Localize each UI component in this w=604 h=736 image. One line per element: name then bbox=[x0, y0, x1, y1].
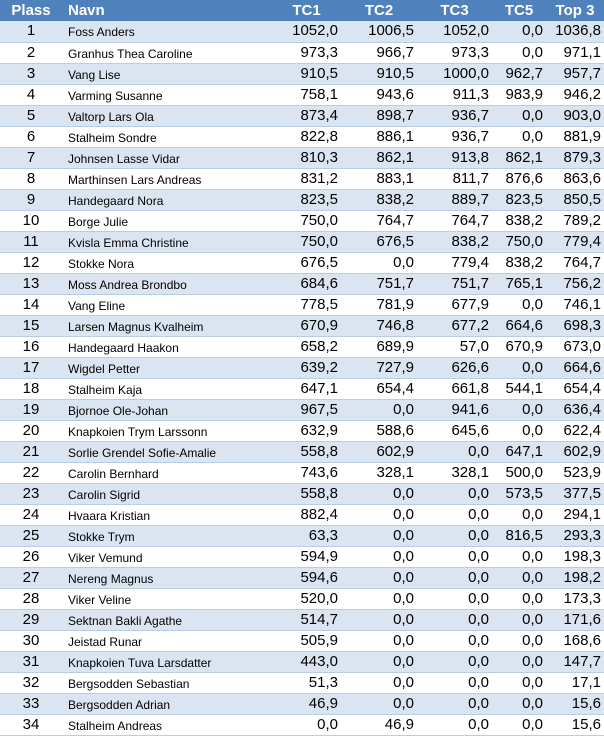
header-navn: Navn bbox=[68, 2, 105, 19]
table-row bbox=[0, 84, 604, 105]
cell-tc5: 0,0 bbox=[492, 126, 546, 147]
table-row bbox=[0, 189, 604, 210]
cell-plass: 20 bbox=[0, 420, 62, 441]
cell-navn: Valtorp Lars Ola bbox=[62, 105, 272, 126]
cell-tc1: 882,4 bbox=[272, 504, 341, 525]
cell-navn: Wigdel Petter bbox=[62, 357, 272, 378]
cell-navn: Stokke Nora bbox=[62, 252, 272, 273]
cell-top3: 15,6 bbox=[546, 714, 604, 735]
cell-navn: Handegaard Nora bbox=[62, 189, 272, 210]
cell-navn: Stalheim Andreas bbox=[62, 714, 272, 735]
cell-tc1: 910,5 bbox=[272, 63, 341, 84]
table-row bbox=[0, 231, 604, 252]
cell-tc5: 500,0 bbox=[492, 462, 546, 483]
cell-navn: Stalheim Sondre bbox=[62, 126, 272, 147]
table-row bbox=[0, 588, 604, 609]
cell-top3: 654,4 bbox=[546, 378, 604, 399]
cell-tc2: 0,0 bbox=[341, 651, 417, 672]
cell-tc3: 936,7 bbox=[417, 105, 492, 126]
cell-tc3: 0,0 bbox=[417, 672, 492, 693]
cell-tc5: 962,7 bbox=[492, 63, 546, 84]
table-row bbox=[0, 441, 604, 462]
cell-tc3: 779,4 bbox=[417, 252, 492, 273]
cell-top3: 171,6 bbox=[546, 609, 604, 630]
cell-tc1: 443,0 bbox=[272, 651, 341, 672]
cell-plass: 25 bbox=[0, 525, 62, 546]
cell-tc3: 838,2 bbox=[417, 231, 492, 252]
cell-tc2: 1006,5 bbox=[341, 21, 417, 42]
cell-tc3: 0,0 bbox=[417, 546, 492, 567]
cell-tc2: 883,1 bbox=[341, 168, 417, 189]
cell-tc3: 0,0 bbox=[417, 567, 492, 588]
table-row bbox=[0, 567, 604, 588]
cell-tc2: 0,0 bbox=[341, 546, 417, 567]
cell-plass: 22 bbox=[0, 462, 62, 483]
cell-tc5: 0,0 bbox=[492, 21, 546, 42]
cell-tc3: 0,0 bbox=[417, 630, 492, 651]
cell-tc2: 0,0 bbox=[341, 504, 417, 525]
cell-navn: Viker Veline bbox=[62, 588, 272, 609]
cell-tc1: 594,9 bbox=[272, 546, 341, 567]
cell-tc3: 645,6 bbox=[417, 420, 492, 441]
cell-top3: 294,1 bbox=[546, 504, 604, 525]
cell-tc1: 758,1 bbox=[272, 84, 341, 105]
cell-tc2: 0,0 bbox=[341, 588, 417, 609]
cell-tc1: 520,0 bbox=[272, 588, 341, 609]
table-row bbox=[0, 315, 604, 336]
cell-navn: Hvaara Kristian bbox=[62, 504, 272, 525]
cell-navn: Knapkoien Trym Larssonn bbox=[62, 420, 272, 441]
cell-tc3: 0,0 bbox=[417, 588, 492, 609]
cell-plass: 34 bbox=[0, 714, 62, 735]
table-row bbox=[0, 126, 604, 147]
cell-top3: 173,3 bbox=[546, 588, 604, 609]
cell-top3: 523,9 bbox=[546, 462, 604, 483]
cell-tc5: 0,0 bbox=[492, 693, 546, 714]
table-row bbox=[0, 63, 604, 84]
cell-navn: Larsen Magnus Kvalheim bbox=[62, 315, 272, 336]
cell-navn: Kvisla Emma Christine bbox=[62, 231, 272, 252]
cell-top3: 147,7 bbox=[546, 651, 604, 672]
cell-tc5: 0,0 bbox=[492, 504, 546, 525]
cell-plass: 5 bbox=[0, 105, 62, 126]
cell-top3: 946,2 bbox=[546, 84, 604, 105]
cell-tc2: 0,0 bbox=[341, 567, 417, 588]
cell-navn: Viker Vemund bbox=[62, 546, 272, 567]
cell-tc2: 0,0 bbox=[341, 483, 417, 504]
cell-tc2: 943,6 bbox=[341, 84, 417, 105]
cell-top3: 698,3 bbox=[546, 315, 604, 336]
table-row bbox=[0, 504, 604, 525]
cell-tc2: 328,1 bbox=[341, 462, 417, 483]
cell-tc2: 910,5 bbox=[341, 63, 417, 84]
cell-tc5: 838,2 bbox=[492, 252, 546, 273]
cell-tc1: 594,6 bbox=[272, 567, 341, 588]
cell-tc2: 764,7 bbox=[341, 210, 417, 231]
cell-plass: 21 bbox=[0, 441, 62, 462]
cell-plass: 1 bbox=[0, 21, 62, 42]
table-row bbox=[0, 336, 604, 357]
cell-tc5: 647,1 bbox=[492, 441, 546, 462]
table-row bbox=[0, 630, 604, 651]
cell-top3: 602,9 bbox=[546, 441, 604, 462]
header-top3: Top 3 bbox=[555, 2, 595, 19]
cell-tc3: 889,7 bbox=[417, 189, 492, 210]
cell-tc5: 862,1 bbox=[492, 147, 546, 168]
cell-tc5: 0,0 bbox=[492, 399, 546, 420]
cell-tc3: 1000,0 bbox=[417, 63, 492, 84]
cell-tc5: 0,0 bbox=[492, 420, 546, 441]
cell-top3: 957,7 bbox=[546, 63, 604, 84]
cell-navn: Vang Eline bbox=[62, 294, 272, 315]
cell-tc2: 746,8 bbox=[341, 315, 417, 336]
cell-top3: 15,6 bbox=[546, 693, 604, 714]
cell-top3: 903,0 bbox=[546, 105, 604, 126]
cell-tc1: 658,2 bbox=[272, 336, 341, 357]
table-row bbox=[0, 420, 604, 441]
cell-tc2: 0,0 bbox=[341, 672, 417, 693]
cell-navn: Johnsen Lasse Vidar bbox=[62, 147, 272, 168]
cell-navn: Granhus Thea Caroline bbox=[62, 42, 272, 63]
cell-navn: Borge Julie bbox=[62, 210, 272, 231]
cell-tc1: 810,3 bbox=[272, 147, 341, 168]
cell-tc5: 0,0 bbox=[492, 588, 546, 609]
header-tc1: TC1 bbox=[292, 2, 321, 19]
cell-plass: 2 bbox=[0, 42, 62, 63]
cell-tc3: 0,0 bbox=[417, 504, 492, 525]
cell-top3: 850,5 bbox=[546, 189, 604, 210]
cell-tc1: 823,5 bbox=[272, 189, 341, 210]
cell-tc5: 0,0 bbox=[492, 714, 546, 735]
header-tc5: TC5 bbox=[504, 2, 534, 19]
cell-tc2: 862,1 bbox=[341, 147, 417, 168]
cell-tc3: 764,7 bbox=[417, 210, 492, 231]
cell-navn: Stokke Trym bbox=[62, 525, 272, 546]
cell-tc5: 664,6 bbox=[492, 315, 546, 336]
cell-tc2: 838,2 bbox=[341, 189, 417, 210]
cell-top3: 756,2 bbox=[546, 273, 604, 294]
cell-tc1: 51,3 bbox=[272, 672, 341, 693]
cell-tc1: 973,3 bbox=[272, 42, 341, 63]
cell-navn: Stalheim Kaja bbox=[62, 378, 272, 399]
cell-tc5: 876,6 bbox=[492, 168, 546, 189]
cell-plass: 30 bbox=[0, 630, 62, 651]
cell-tc5: 750,0 bbox=[492, 231, 546, 252]
cell-tc3: 0,0 bbox=[417, 441, 492, 462]
cell-top3: 971,1 bbox=[546, 42, 604, 63]
cell-top3: 881,9 bbox=[546, 126, 604, 147]
cell-tc1: 632,9 bbox=[272, 420, 341, 441]
cell-navn: Jeistad Runar bbox=[62, 630, 272, 651]
table-row bbox=[0, 105, 604, 126]
cell-tc5: 0,0 bbox=[492, 609, 546, 630]
cell-tc1: 822,8 bbox=[272, 126, 341, 147]
table-row bbox=[0, 378, 604, 399]
cell-plass: 32 bbox=[0, 672, 62, 693]
cell-navn: Knapkoien Tuva Larsdatter bbox=[62, 651, 272, 672]
cell-navn: Foss Anders bbox=[62, 21, 272, 42]
cell-tc2: 751,7 bbox=[341, 273, 417, 294]
cell-tc1: 743,6 bbox=[272, 462, 341, 483]
cell-tc5: 0,0 bbox=[492, 546, 546, 567]
cell-tc2: 46,9 bbox=[341, 714, 417, 735]
cell-tc1: 505,9 bbox=[272, 630, 341, 651]
cell-tc5: 0,0 bbox=[492, 672, 546, 693]
cell-tc3: 328,1 bbox=[417, 462, 492, 483]
cell-tc3: 661,8 bbox=[417, 378, 492, 399]
table-row bbox=[0, 210, 604, 231]
cell-plass: 8 bbox=[0, 168, 62, 189]
cell-tc3: 677,9 bbox=[417, 294, 492, 315]
cell-tc3: 626,6 bbox=[417, 357, 492, 378]
cell-plass: 31 bbox=[0, 651, 62, 672]
cell-tc5: 0,0 bbox=[492, 42, 546, 63]
cell-tc1: 670,9 bbox=[272, 315, 341, 336]
cell-plass: 27 bbox=[0, 567, 62, 588]
cell-tc5: 823,5 bbox=[492, 189, 546, 210]
cell-tc3: 0,0 bbox=[417, 651, 492, 672]
cell-top3: 779,4 bbox=[546, 231, 604, 252]
cell-tc5: 0,0 bbox=[492, 105, 546, 126]
cell-tc3: 936,7 bbox=[417, 126, 492, 147]
cell-top3: 863,6 bbox=[546, 168, 604, 189]
table-row bbox=[0, 147, 604, 168]
cell-tc2: 588,6 bbox=[341, 420, 417, 441]
cell-top3: 789,2 bbox=[546, 210, 604, 231]
cell-tc2: 781,9 bbox=[341, 294, 417, 315]
cell-top3: 764,7 bbox=[546, 252, 604, 273]
cell-tc3: 913,8 bbox=[417, 147, 492, 168]
cell-tc3: 1052,0 bbox=[417, 21, 492, 42]
cell-tc5: 0,0 bbox=[492, 651, 546, 672]
cell-plass: 26 bbox=[0, 546, 62, 567]
cell-tc5: 670,9 bbox=[492, 336, 546, 357]
table-row bbox=[0, 273, 604, 294]
cell-plass: 4 bbox=[0, 84, 62, 105]
cell-tc5: 0,0 bbox=[492, 567, 546, 588]
cell-plass: 18 bbox=[0, 378, 62, 399]
cell-tc1: 684,6 bbox=[272, 273, 341, 294]
cell-tc1: 750,0 bbox=[272, 231, 341, 252]
cell-tc3: 0,0 bbox=[417, 693, 492, 714]
cell-navn: Vang Lise bbox=[62, 63, 272, 84]
cell-tc2: 0,0 bbox=[341, 252, 417, 273]
cell-plass: 3 bbox=[0, 63, 62, 84]
cell-tc2: 0,0 bbox=[341, 693, 417, 714]
table-row bbox=[0, 546, 604, 567]
header-tc3: TC3 bbox=[440, 2, 469, 19]
cell-tc1: 558,8 bbox=[272, 483, 341, 504]
cell-navn: Bergsodden Sebastian bbox=[62, 672, 272, 693]
cell-navn: Handegaard Haakon bbox=[62, 336, 272, 357]
cell-tc3: 57,0 bbox=[417, 336, 492, 357]
table-row bbox=[0, 693, 604, 714]
cell-navn: Bjornoe Ole-Johan bbox=[62, 399, 272, 420]
cell-navn: Nereng Magnus bbox=[62, 567, 272, 588]
table-row bbox=[0, 252, 604, 273]
cell-tc2: 0,0 bbox=[341, 525, 417, 546]
cell-plass: 17 bbox=[0, 357, 62, 378]
cell-navn: Sektnan Bakli Agathe bbox=[62, 609, 272, 630]
cell-tc1: 967,5 bbox=[272, 399, 341, 420]
table-row bbox=[0, 609, 604, 630]
cell-tc3: 973,3 bbox=[417, 42, 492, 63]
cell-tc2: 676,5 bbox=[341, 231, 417, 252]
table-row bbox=[0, 21, 604, 42]
cell-top3: 673,0 bbox=[546, 336, 604, 357]
cell-tc5: 0,0 bbox=[492, 357, 546, 378]
cell-tc3: 0,0 bbox=[417, 525, 492, 546]
table-row bbox=[0, 357, 604, 378]
cell-tc1: 558,8 bbox=[272, 441, 341, 462]
cell-tc1: 778,5 bbox=[272, 294, 341, 315]
cell-plass: 13 bbox=[0, 273, 62, 294]
cell-tc1: 1052,0 bbox=[272, 21, 341, 42]
cell-plass: 15 bbox=[0, 315, 62, 336]
table-row bbox=[0, 399, 604, 420]
table-row bbox=[0, 525, 604, 546]
cell-tc5: 765,1 bbox=[492, 273, 546, 294]
cell-navn: Carolin Sigrid bbox=[62, 483, 272, 504]
cell-top3: 198,3 bbox=[546, 546, 604, 567]
table-row bbox=[0, 651, 604, 672]
cell-tc3: 911,3 bbox=[417, 84, 492, 105]
cell-tc2: 689,9 bbox=[341, 336, 417, 357]
cell-navn: Carolin Bernhard bbox=[62, 462, 272, 483]
header-row bbox=[0, 0, 604, 21]
cell-tc5: 816,5 bbox=[492, 525, 546, 546]
cell-plass: 10 bbox=[0, 210, 62, 231]
cell-tc2: 0,0 bbox=[341, 609, 417, 630]
table-body bbox=[0, 21, 604, 735]
cell-tc2: 602,9 bbox=[341, 441, 417, 462]
cell-tc5: 0,0 bbox=[492, 294, 546, 315]
cell-tc5: 983,9 bbox=[492, 84, 546, 105]
header-plass: Plass bbox=[11, 2, 51, 19]
table-row bbox=[0, 714, 604, 735]
cell-navn: Marthinsen Lars Andreas bbox=[62, 168, 272, 189]
cell-tc2: 886,1 bbox=[341, 126, 417, 147]
table-row bbox=[0, 462, 604, 483]
cell-top3: 293,3 bbox=[546, 525, 604, 546]
cell-plass: 19 bbox=[0, 399, 62, 420]
table-row bbox=[0, 672, 604, 693]
table-row bbox=[0, 294, 604, 315]
cell-plass: 23 bbox=[0, 483, 62, 504]
cell-plass: 16 bbox=[0, 336, 62, 357]
cell-plass: 9 bbox=[0, 189, 62, 210]
cell-plass: 6 bbox=[0, 126, 62, 147]
cell-tc5: 838,2 bbox=[492, 210, 546, 231]
cell-tc1: 647,1 bbox=[272, 378, 341, 399]
cell-tc2: 898,7 bbox=[341, 105, 417, 126]
cell-tc2: 966,7 bbox=[341, 42, 417, 63]
header-tc2: TC2 bbox=[364, 2, 394, 19]
cell-tc1: 0,0 bbox=[272, 714, 341, 735]
cell-tc1: 750,0 bbox=[272, 210, 341, 231]
cell-tc5: 573,5 bbox=[492, 483, 546, 504]
cell-top3: 377,5 bbox=[546, 483, 604, 504]
cell-tc1: 639,2 bbox=[272, 357, 341, 378]
cell-top3: 1036,8 bbox=[546, 21, 604, 42]
cell-navn: Moss Andrea Brondbo bbox=[62, 273, 272, 294]
cell-tc1: 46,9 bbox=[272, 693, 341, 714]
cell-plass: 29 bbox=[0, 609, 62, 630]
cell-plass: 14 bbox=[0, 294, 62, 315]
cell-navn: Bergsodden Adrian bbox=[62, 693, 272, 714]
cell-top3: 664,6 bbox=[546, 357, 604, 378]
cell-plass: 24 bbox=[0, 504, 62, 525]
cell-tc1: 873,4 bbox=[272, 105, 341, 126]
cell-tc2: 0,0 bbox=[341, 630, 417, 651]
cell-tc5: 544,1 bbox=[492, 378, 546, 399]
cell-plass: 33 bbox=[0, 693, 62, 714]
cell-tc5: 0,0 bbox=[492, 630, 546, 651]
cell-tc3: 0,0 bbox=[417, 714, 492, 735]
cell-tc1: 514,7 bbox=[272, 609, 341, 630]
table-row bbox=[0, 42, 604, 63]
table-row bbox=[0, 168, 604, 189]
cell-top3: 636,4 bbox=[546, 399, 604, 420]
cell-tc3: 751,7 bbox=[417, 273, 492, 294]
cell-tc1: 63,3 bbox=[272, 525, 341, 546]
cell-top3: 746,1 bbox=[546, 294, 604, 315]
cell-plass: 11 bbox=[0, 231, 62, 252]
cell-tc3: 811,7 bbox=[417, 168, 492, 189]
table-row bbox=[0, 483, 604, 504]
cell-tc1: 676,5 bbox=[272, 252, 341, 273]
cell-navn: Varming Susanne bbox=[62, 84, 272, 105]
cell-plass: 7 bbox=[0, 147, 62, 168]
cell-top3: 198,2 bbox=[546, 567, 604, 588]
cell-top3: 879,3 bbox=[546, 147, 604, 168]
cell-tc3: 0,0 bbox=[417, 609, 492, 630]
cell-tc2: 0,0 bbox=[341, 399, 417, 420]
cell-tc2: 654,4 bbox=[341, 378, 417, 399]
cell-plass: 28 bbox=[0, 588, 62, 609]
cell-tc3: 941,6 bbox=[417, 399, 492, 420]
table-header bbox=[0, 0, 604, 21]
cell-top3: 622,4 bbox=[546, 420, 604, 441]
cell-top3: 168,6 bbox=[546, 630, 604, 651]
cell-tc1: 831,2 bbox=[272, 168, 341, 189]
cell-tc3: 0,0 bbox=[417, 483, 492, 504]
cell-tc2: 727,9 bbox=[341, 357, 417, 378]
cell-tc3: 677,2 bbox=[417, 315, 492, 336]
cell-top3: 17,1 bbox=[546, 672, 604, 693]
cell-plass: 12 bbox=[0, 252, 62, 273]
cell-navn: Sorlie Grendel Sofie-Amalie bbox=[62, 441, 272, 462]
